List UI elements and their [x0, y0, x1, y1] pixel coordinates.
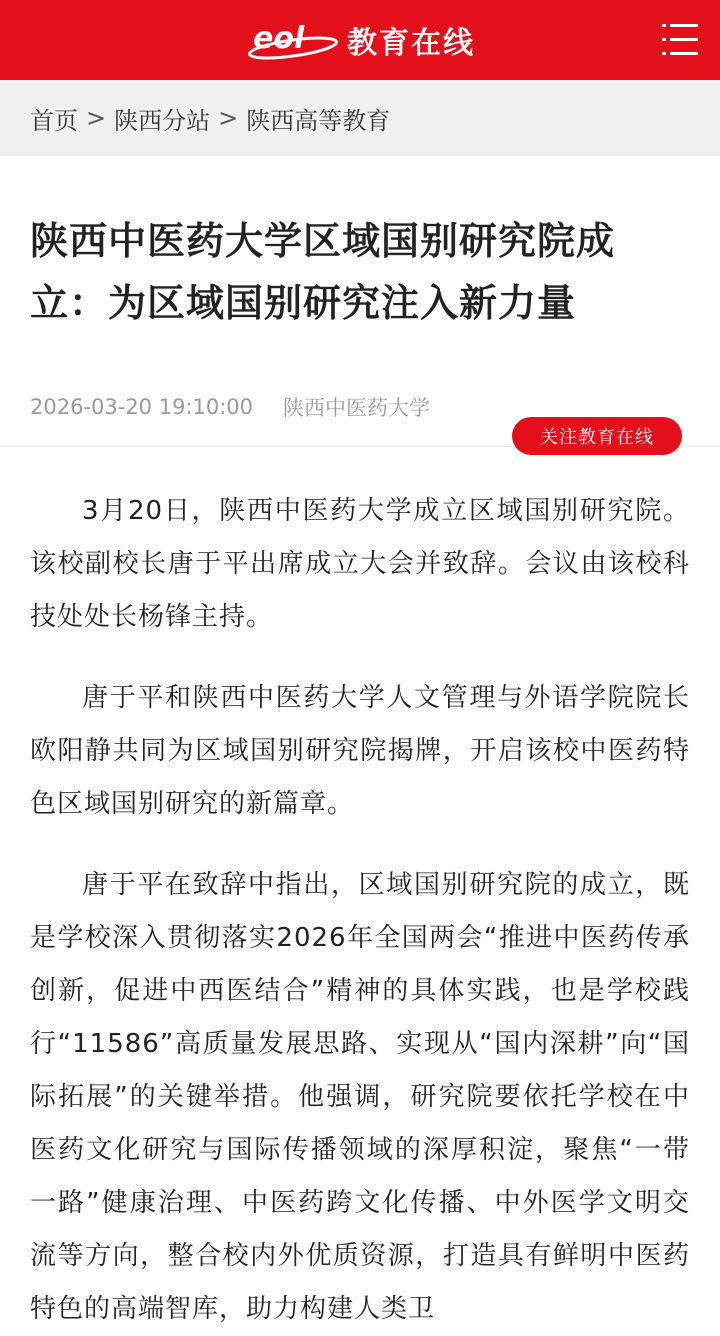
article-body [30, 485, 690, 1336]
breadcrumb-shaanxi-higher-education[interactable]: 陕西高等教育 [246, 106, 391, 135]
top-bar [0, 0, 720, 80]
article-paragraph: 唐于平和陕西中医药大学人文管理与外语学院院长欧阳静共同为区域国别研究院揭牌，开启该校中医药特色区域国别研究的新篇章。 [30, 683, 690, 819]
brand[interactable] [245, 16, 475, 64]
hamburger-menu-icon [660, 20, 700, 60]
article-title: 陕西中医药大学区域国别研究院成立：为区域国别研究注入新力量 [30, 219, 616, 325]
breadcrumb [0, 80, 720, 156]
menu-button[interactable] [660, 20, 700, 60]
publish-datetime: 2026-03-20 19:10:00 [30, 395, 254, 419]
follow-row [0, 427, 720, 507]
article-paragraph: 唐于平在致辞中指出，区域国别研究院的成立，既是学校深入贯彻落实2026年全国两会“推进中医药传承创新，促进中西医结合”精神的具体实践，也是学校践行“11586”高质量发展思路、实现从“国内深耕”向“国际拓展”的关键举措。他强调，研究院要依托学校在中医药文化研究与国际传播领域的深厚积淀，聚焦“一带一路”健康治理、中医药跨文化传播、中外医学文明交流等方向，整合校内外优质资源，打造具有鲜明中医药特色的高端智库，助力构建人类卫 [30, 870, 690, 1324]
breadcrumb-shaanxi-branch[interactable]: 陕西分站 [114, 106, 211, 135]
article-paragraph: 3月20日，陕西中医药大学成立区域国别研究院。该校副校长唐于平出席成立大会并致辞。会议由该校科技处处长杨锋主持。 [30, 496, 690, 632]
article-source: 陕西中医药大学 [283, 396, 431, 420]
follow-button[interactable]: 关注教育在线 [512, 417, 682, 455]
breadcrumb-home[interactable]: 首页 [30, 106, 78, 135]
brand-name: 教育在线 [347, 26, 475, 61]
eol-logo [245, 16, 341, 64]
breadcrumb-separator: > [218, 104, 239, 132]
logo-text: eol [253, 21, 305, 56]
breadcrumb-separator: > [86, 104, 107, 132]
